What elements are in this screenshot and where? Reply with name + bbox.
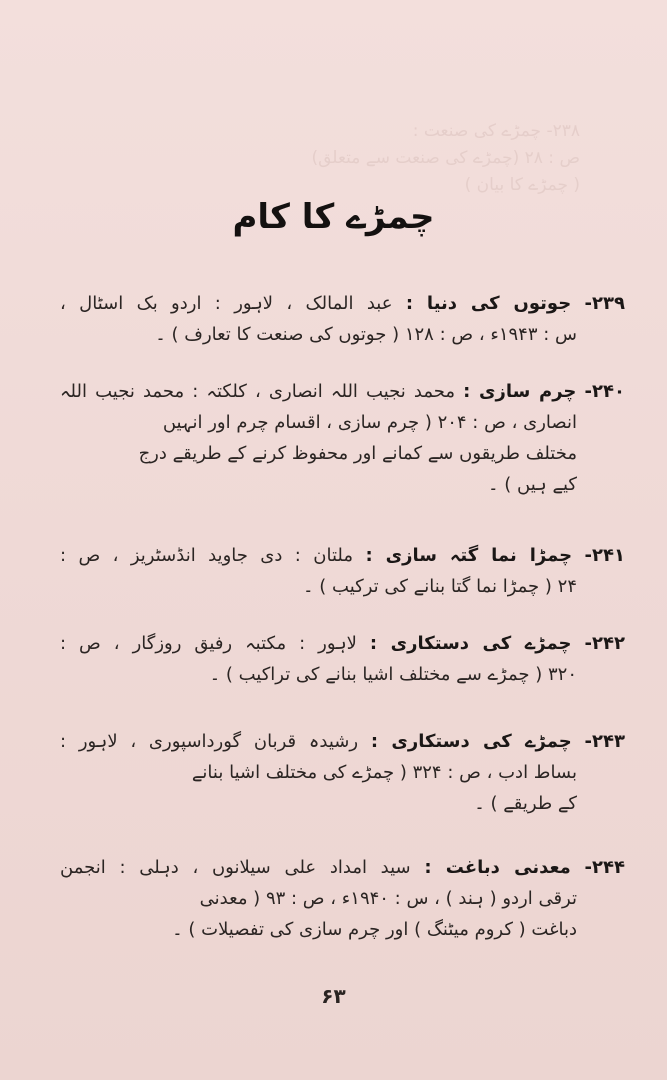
bibliography-entry	[60, 288, 625, 350]
entry-first-line	[60, 376, 625, 407]
entry-line: ۲۴ ( چمڑا نما گتا بنانے کی ترکیب ) ۔	[303, 576, 577, 597]
entry-title: چمڑے کی دستکاری :	[369, 633, 572, 654]
entry-first-line	[60, 288, 625, 319]
entry-text: لاہور : مکتبہ رفیق روزگار ، ص :	[60, 633, 357, 654]
bibliography-entry	[60, 726, 625, 819]
ghost-line: ۲۳۸- چمڑے کی صنعت :	[412, 121, 580, 141]
bleed-through-text	[110, 118, 580, 199]
entry-text: محمد نجیب اللہ انصاری ، کلکتہ : محمد نجیب اللہ	[60, 381, 456, 402]
entry-line: کے طریقے ) ۔	[474, 793, 577, 814]
entry-line: دباغت ( کروم میٹنگ ) اور چرم سازی کی تفصیلات ) ۔	[172, 919, 577, 940]
page-heading: چمڑے کا کام	[232, 197, 435, 237]
entry-title: معدنی دباغت :	[424, 857, 571, 878]
entry-text: ملتان : دی جاوید انڈسٹریز ، ص :	[60, 545, 354, 566]
entry-line: س : ۱۹۴۳ء ، ص : ۱۲۸ ( جوتوں کی صنعت کا تعارف ) ۔	[155, 324, 577, 345]
bibliography-entry	[60, 376, 625, 500]
entry-title: چمڑا نما گتہ سازی :	[365, 545, 573, 566]
entry-number: ۲۳۹-	[584, 293, 625, 314]
entry-line: انصاری ، ص : ۲۰۴ ( چرم سازی ، اقسام چرم اور انہیں	[162, 412, 577, 433]
entry-first-line	[60, 540, 625, 571]
entry-line: ترقی اردو ( ہند ) ، س : ۱۹۴۰ء ، ص : ۹۳ ( معدنی	[199, 888, 577, 909]
entry-number: ۲۴۱-	[584, 545, 625, 566]
ghost-line: ص : ۲۸ (چمڑے کی صنعت سے متعلق)	[311, 148, 580, 168]
entry-number: ۲۴۴-	[584, 857, 625, 878]
bibliography-entry	[60, 540, 625, 602]
entry-first-line	[60, 726, 625, 757]
entry-line: ۳۲۰ ( چمڑے سے مختلف اشیا بنانے کی تراکیب ) ۔	[209, 664, 577, 685]
entry-line: مختلف طریقوں سے کمانے اور محفوظ کرنے کے طریقے درج	[138, 443, 577, 464]
entry-number: ۲۴۲-	[584, 633, 625, 654]
entry-first-line	[60, 628, 625, 659]
bibliography-entry	[60, 852, 625, 945]
ghost-line: ( چمڑے کا بیان )	[464, 175, 580, 195]
entry-title: جوتوں کی دنیا :	[405, 293, 572, 314]
entry-text: سید امداد علی سیلانوں ، دہلی : انجمن	[60, 857, 411, 878]
entry-text: رشیدہ قربان گورداسپوری ، لاہور :	[60, 731, 359, 752]
entry-line: بساط ادب ، ص : ۳۲۴ ( چمڑے کی مختلف اشیا بنانے	[191, 762, 577, 783]
entry-number: ۲۴۳-	[584, 731, 625, 752]
entry-line: کیے ہیں ) ۔	[488, 474, 577, 495]
bibliography-entry	[60, 628, 625, 690]
page-number: ۶۳	[321, 984, 346, 1008]
entry-first-line	[60, 852, 625, 883]
entry-number: ۲۴۰-	[584, 381, 625, 402]
entry-title: چرم سازی :	[463, 381, 577, 402]
entry-title: چمڑے کی دستکاری :	[370, 731, 572, 752]
entry-text: عبد المالک ، لاہور : اردو بک اسٹال ،	[60, 293, 393, 314]
